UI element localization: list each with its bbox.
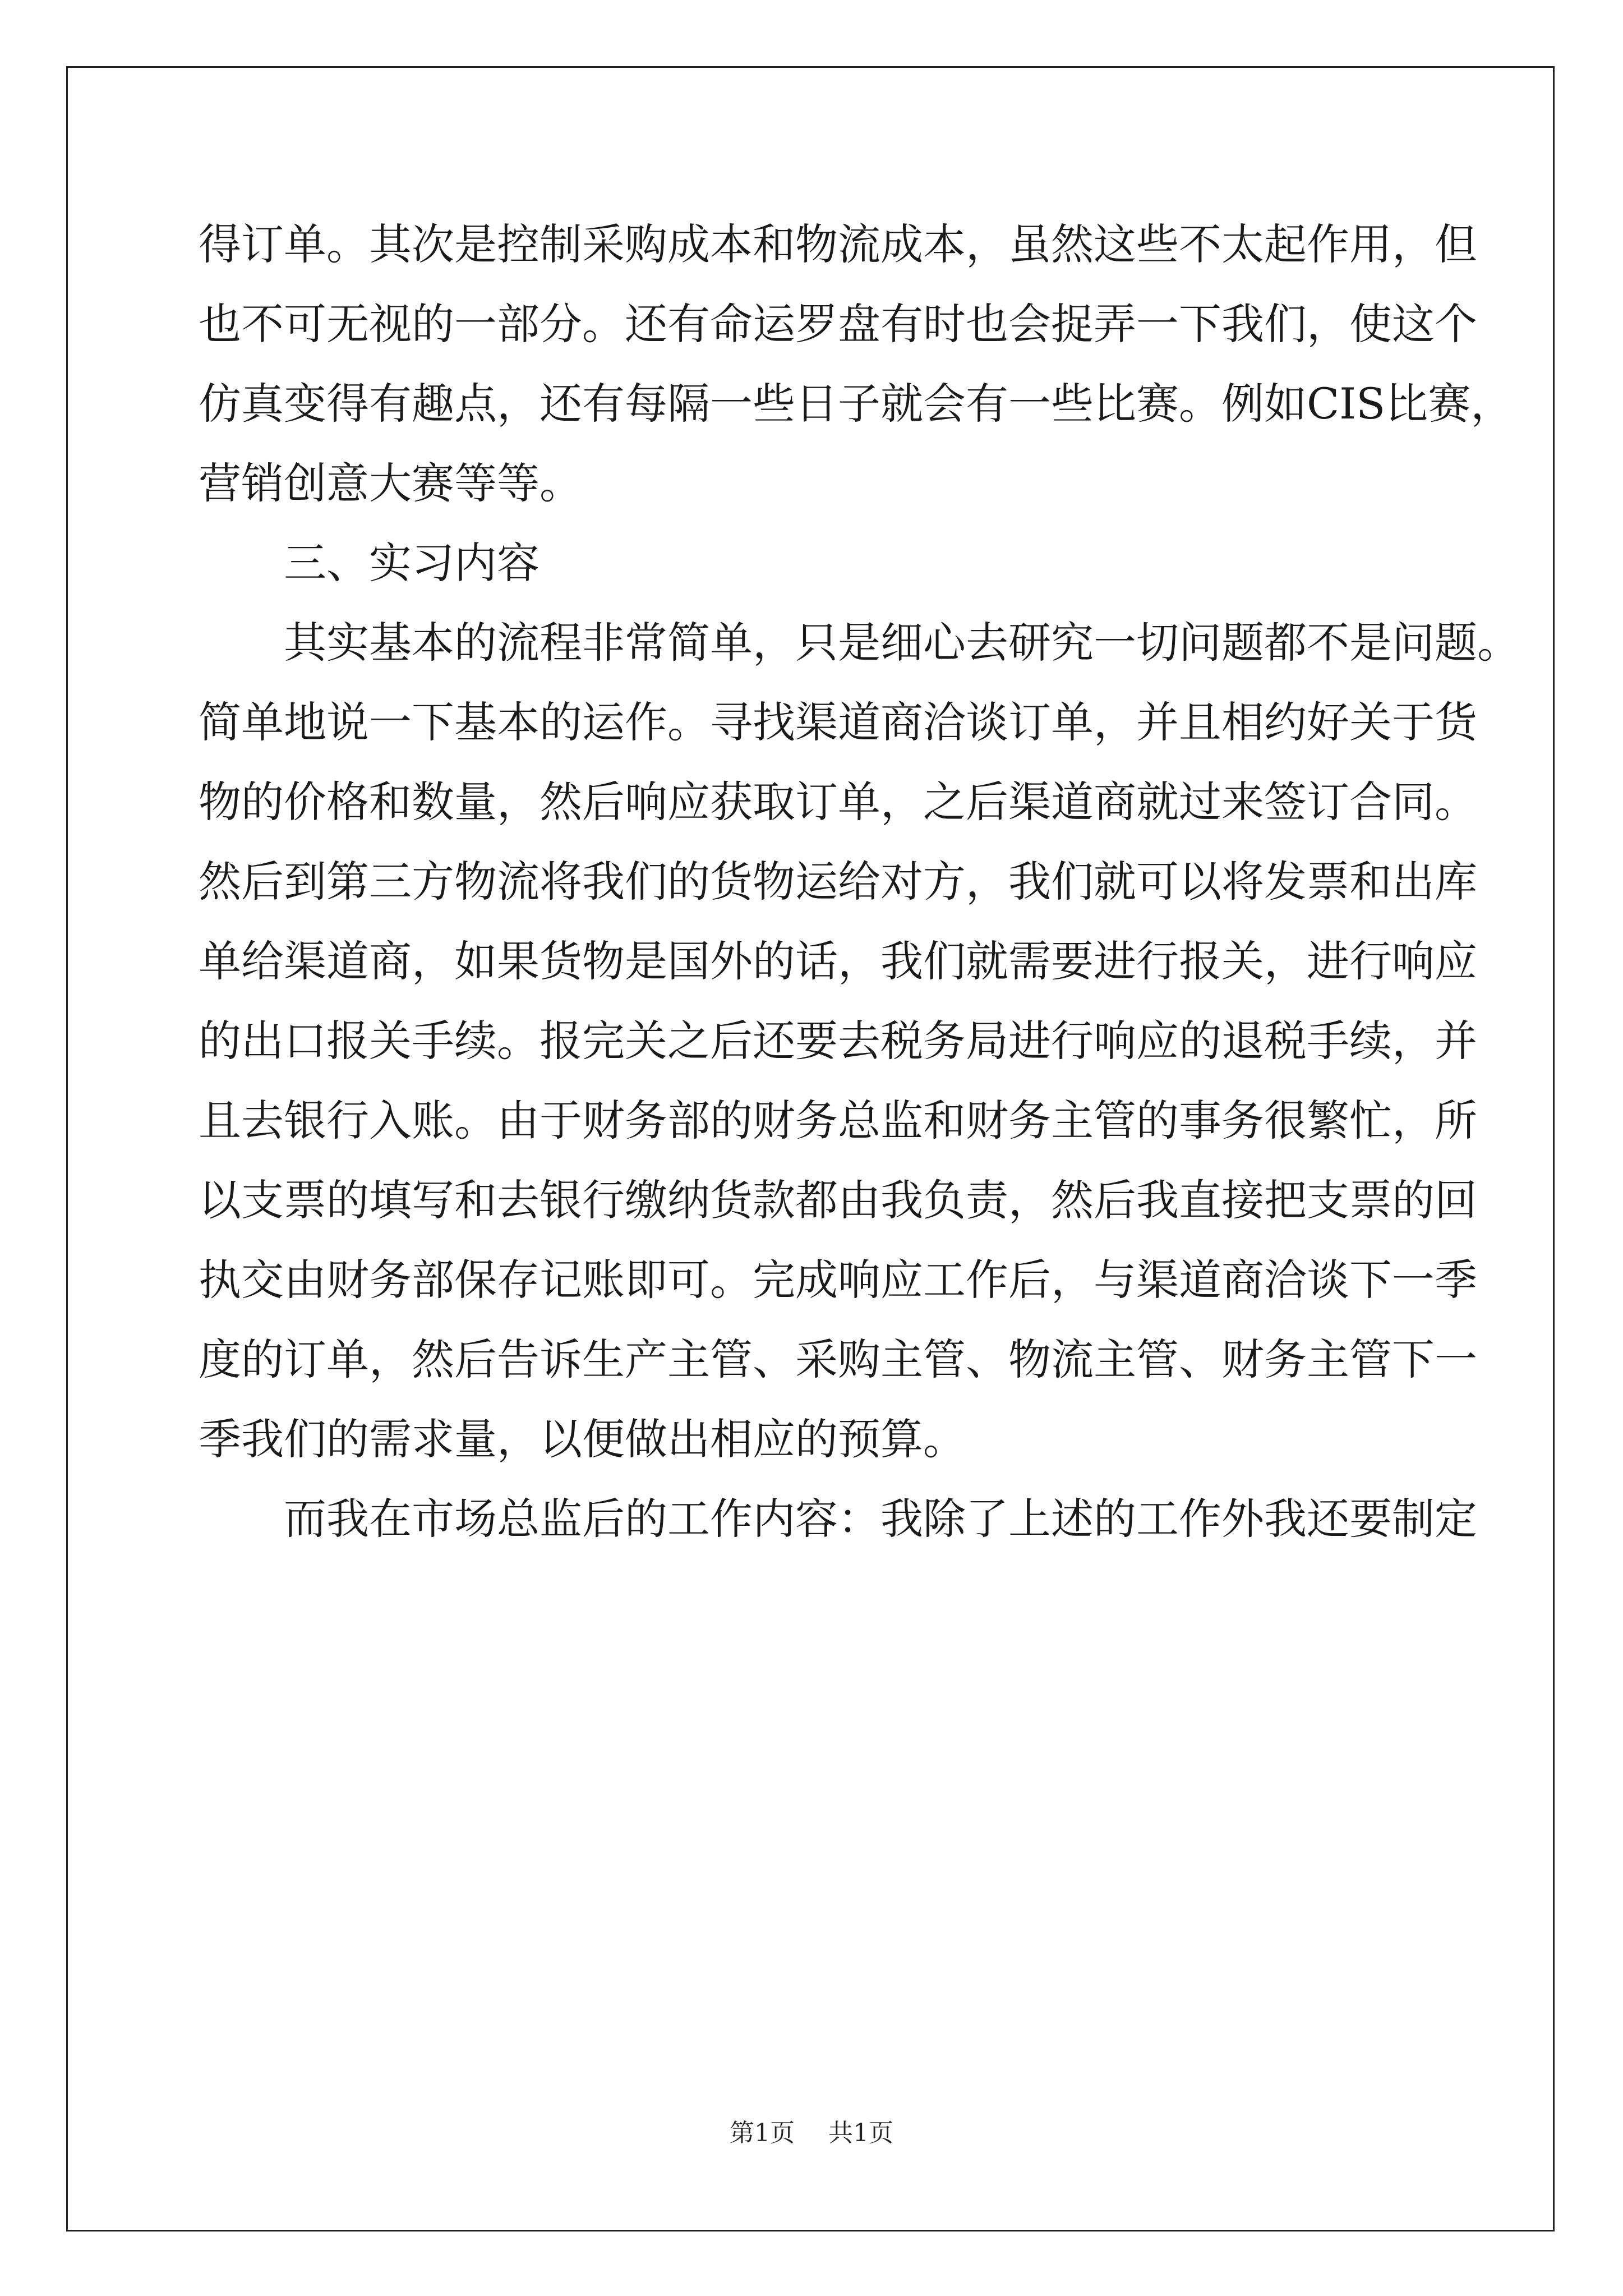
text-line: 单给渠道商，如果货物是国外的话，我们就需要进行报关，进行响应 bbox=[199, 936, 1477, 986]
text-line: 其实基本的流程非常简单，只是细心去研究一切问题都不是问题。 bbox=[284, 618, 1520, 668]
text-line: 物的价格和数量，然后响应获取订单，之后渠道商就过来签订合同。 bbox=[199, 777, 1477, 827]
text-line: 季我们的需求量，以便做出相应的预算。 bbox=[199, 1414, 966, 1464]
text-line: 的出口报关手续。报完关之后还要去税务局进行响应的退税手续，并 bbox=[199, 1016, 1477, 1066]
page-footer bbox=[0, 2113, 1623, 2148]
text-line: 执交由财务部保存记账即可。完成响应工作后，与渠道商洽谈下一季 bbox=[199, 1255, 1477, 1305]
text-line: 然后到第三方物流将我们的货物运给对方，我们就可以将发票和出库 bbox=[199, 857, 1477, 907]
text-line: 得订单。其次是控制采购成本和物流成本，虽然这些不太起作用，但 bbox=[199, 219, 1477, 269]
text-line: 而我在市场总监后的工作内容：我除了上述的工作外我还要制定 bbox=[284, 1494, 1477, 1544]
page-number: 第1页 bbox=[730, 2119, 795, 2147]
text-line: 简单地说一下基本的运作。寻找渠道商洽谈订单，并且相约好关于货 bbox=[199, 697, 1477, 747]
text-line: 营销创意大赛等等。 bbox=[199, 458, 582, 508]
text-line: 度的订单，然后告诉生产主管、采购主管、物流主管、财务主管下一 bbox=[199, 1335, 1477, 1384]
section-heading: 三、实习内容 bbox=[284, 538, 540, 588]
text-line: 仿真变得有趣点，还有每隔一些日子就会有一些比赛。例如CIS比赛， bbox=[199, 379, 1514, 429]
text-line: 以支票的填写和去银行缴纳货款都由我负责，然后我直接把支票的回 bbox=[199, 1175, 1477, 1225]
document-body bbox=[199, 205, 1520, 1559]
text-line: 也不可无视的一部分。还有命运罗盘有时也会捉弄一下我们，使这个 bbox=[199, 299, 1477, 349]
text-line: 且去银行入账。由于财务部的财务总监和财务主管的事务很繁忙，所 bbox=[199, 1096, 1477, 1145]
page-total: 共1页 bbox=[828, 2119, 893, 2147]
